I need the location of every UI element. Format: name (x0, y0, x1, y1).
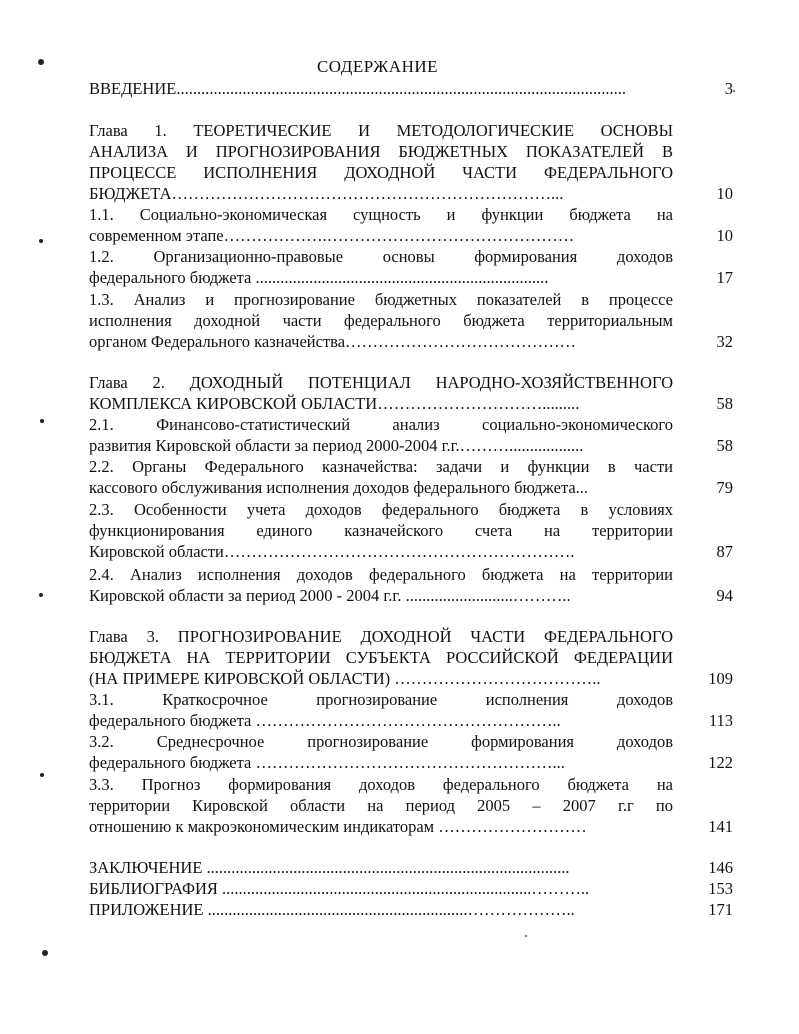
toc-section-1-3-line: 1.3. Анализ и прогнозирование бюджетных показателей в процессе (89, 290, 673, 309)
toc-section-3-3-line: отношению к макроэкономическим индикаторам ……………………… (89, 817, 587, 836)
toc-page-number: 79 (716, 478, 733, 497)
toc-page-number: 87 (716, 542, 733, 561)
toc-chapter-1-line: БЮДЖЕТА……………………………………………………………... (89, 184, 564, 203)
toc-page-number: 58 (716, 394, 733, 413)
toc-section-3-3-line: территории Кировской области на период 2005 – 2007 г.г по (89, 796, 673, 815)
toc-page-number: 10 (716, 184, 733, 203)
toc-page-number: 171 (708, 900, 733, 919)
toc-page-number: 146 (708, 858, 733, 877)
page-title: СОДЕРЖАНИЕ (316, 57, 439, 76)
toc-section-3-1-line: 3.1. Краткосрочное прогнозирование исполнения доходов (89, 690, 673, 709)
toc-entry-introduction: ВВЕДЕНИЕ............................................................................................................. (89, 79, 626, 98)
toc-section-3-2-line: 3.2. Среднесрочное прогнозирование формирования доходов (89, 732, 673, 751)
scan-speck (525, 935, 527, 937)
toc-section-1-2-line: федерального бюджета ....................................................................... (89, 268, 549, 287)
toc-chapter-1-line: ПРОЦЕССЕ ИСПОЛНЕНИЯ ДОХОДНОЙ ЧАСТИ ФЕДЕРАЛЬНОГО (89, 163, 673, 182)
punch-hole-mark (40, 419, 44, 423)
punch-hole-mark (39, 593, 43, 597)
toc-page-number: 122 (708, 753, 733, 772)
toc-section-1-1-line: 1.1. Социально-экономическая сущность и функции бюджета на (89, 205, 673, 224)
toc-section-1-1-line: современном этапе……………….……………………………………… (89, 226, 575, 245)
toc-page-number: 58 (716, 436, 733, 455)
toc-section-2-3-line: 2.3. Особенности учета доходов федерального бюджета в условиях (89, 500, 673, 519)
toc-page-number: 10 (716, 226, 733, 245)
toc-section-1-3-line: исполнения доходной части федерального бюджета территориальным (89, 311, 673, 330)
toc-chapter-3-line: Глава 3. ПРОГНОЗИРОВАНИЕ ДОХОДНОЙ ЧАСТИ ФЕДЕРАЛЬНОГО (89, 627, 673, 646)
toc-page-number: 109 (708, 669, 733, 688)
toc-section-3-1-line: федерального бюджета ……………………………………………….. (89, 711, 561, 730)
toc-page-number: 17 (716, 268, 733, 287)
toc-section-1-3-line: органом Федерального казначейства…………………………………… (89, 332, 577, 351)
toc-page-number: 113 (708, 711, 733, 730)
toc-page-number: 3 (724, 79, 733, 98)
punch-hole-mark (39, 239, 43, 243)
toc-section-2-3-line: Кировской области………………………………………………………. (89, 542, 575, 561)
toc-chapter-2-line: Глава 2. ДОХОДНЫЙ ПОТЕНЦИАЛ НАРОДНО-ХОЗЯЙСТВЕННОГО (89, 373, 673, 392)
toc-page-number: 153 (708, 879, 733, 898)
toc-section-2-2-line: 2.2. Органы Федерального казначейства: задачи и функции в части (89, 457, 673, 476)
toc-chapter-3-line: БЮДЖЕТА НА ТЕРРИТОРИИ СУБЪЕКТА РОССИЙСКОЙ ФЕДЕРАЦИИ (89, 648, 673, 667)
toc-section-2-3-line: функционирования единого казначейского счета на территории (89, 521, 673, 540)
toc-section-1-2-line: 1.2. Организационно-правовые основы формирования доходов (89, 247, 673, 266)
punch-hole-mark (42, 950, 48, 956)
toc-section-2-4-line: 2.4. Анализ исполнения доходов федерального бюджета на территории (89, 565, 673, 584)
toc-entry-appendix: ПРИЛОЖЕНИЕ ...............................................................……………….. (89, 900, 575, 919)
toc-entry-conclusion: ЗАКЛЮЧЕНИЕ ........................................................................................ (89, 858, 570, 877)
punch-hole-mark (40, 773, 44, 777)
toc-chapter-2-line: КОМПЛЕКСА КИРОВСКОЙ ОБЛАСТИ…………………………......... (89, 394, 580, 413)
toc-page-number: 32 (716, 332, 733, 351)
toc-entry-bibliography: БИБЛИОГРАФИЯ ...........................................................................……….. (89, 879, 590, 898)
toc-chapter-1-line: Глава 1. ТЕОРЕТИЧЕСКИЕ И МЕТОДОЛОГИЧЕСКИЕ ОСНОВЫ (89, 121, 673, 140)
toc-section-3-2-line: федерального бюджета ………………………………………………... (89, 753, 565, 772)
toc-page-number: 94 (716, 586, 733, 605)
scan-speck (733, 90, 735, 92)
toc-page-number: 141 (708, 817, 733, 836)
toc-section-2-1-line: развития Кировской области за период 2000-2004 г.г.……….................. (89, 436, 584, 455)
toc-chapter-3-line: (НА ПРИМЕРЕ КИРОВСКОЙ ОБЛАСТИ) ……………………………….. (89, 669, 601, 688)
toc-section-2-2-line: кассового обслуживания исполнения доходов федерального бюджета... (89, 478, 589, 497)
toc-section-2-1-line: 2.1. Финансово-статистический анализ социально-экономического (89, 415, 673, 434)
toc-section-2-4-line: Кировской области за период 2000 - 2004 г.г. ..........................……….. (89, 586, 571, 605)
toc-chapter-1-line: АНАЛИЗА И ПРОГНОЗИРОВАНИЯ БЮДЖЕТНЫХ ПОКАЗАТЕЛЕЙ В (89, 142, 673, 161)
toc-section-3-3-line: 3.3. Прогноз формирования доходов федерального бюджета на (89, 775, 673, 794)
